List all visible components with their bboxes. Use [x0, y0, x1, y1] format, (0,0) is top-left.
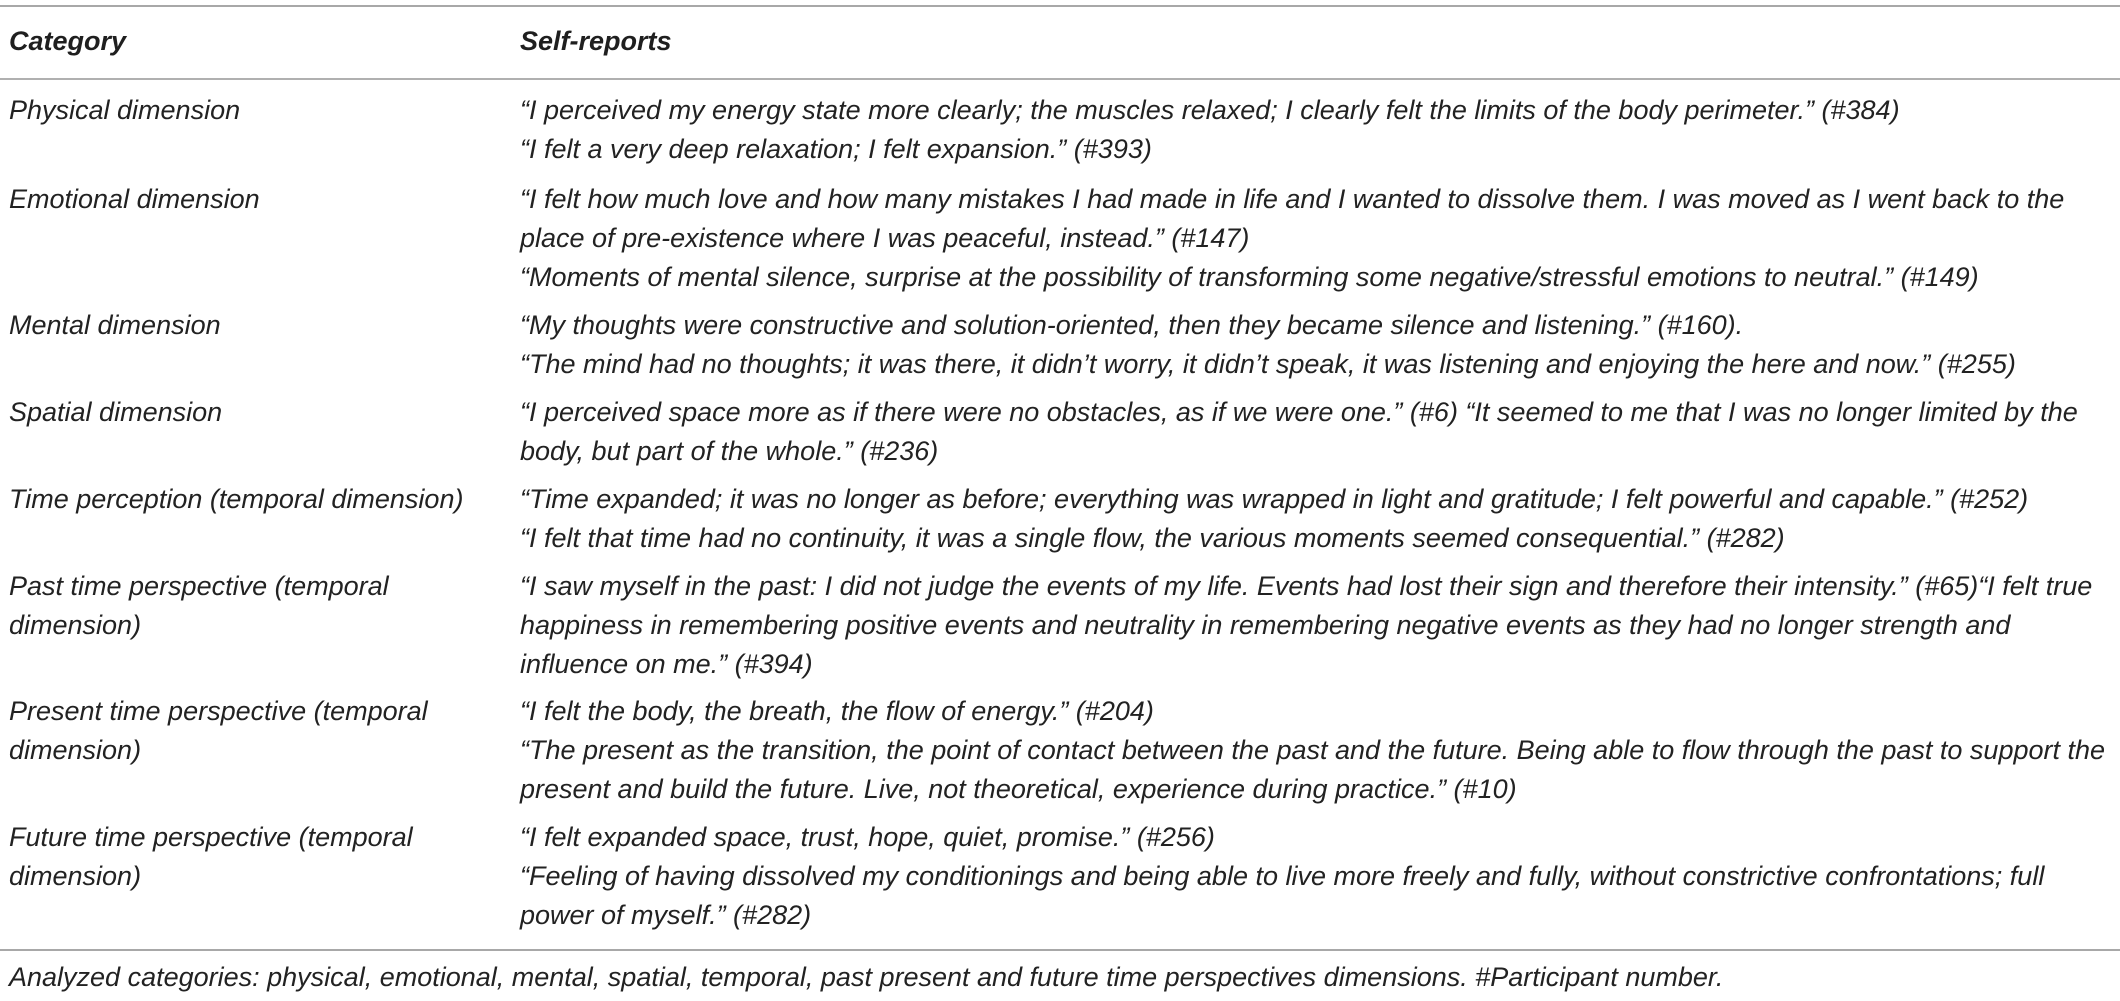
self-report-quote: “I felt a very deep relaxation; I felt expansion.” (#393) — [520, 134, 1152, 164]
self-report-quote: “Time expanded; it was no longer as before; everything was wrapped in light and gratitude; I felt powerful and capable.” (#252) — [520, 484, 2029, 514]
category-cell: Future time perspective (temporal dimension) — [9, 822, 413, 891]
self-report-cell — [520, 818, 2110, 935]
self-report-cell — [520, 393, 2110, 471]
self-report-quote: “I perceived space more as if there were no obstacles, as if we were one.” (#6) “It seemed to me that I was no longer limited by the body, but part of the whole.” (#236) — [520, 397, 2078, 466]
table-header-rule — [0, 78, 2120, 80]
header-category: Category — [9, 26, 127, 56]
category-cell: Emotional dimension — [9, 184, 260, 214]
self-report-quote: “I felt that time had no continuity, it was a single flow, the various moments seemed consequential.” (#282) — [520, 523, 1785, 553]
self-report-cell — [520, 480, 2110, 558]
category-cell: Spatial dimension — [9, 397, 223, 427]
category-cell: Past time perspective (temporal dimension) — [9, 571, 389, 640]
self-report-quote: “I felt expanded space, trust, hope, quiet, promise.” (#256) — [520, 822, 1215, 852]
table-top-rule — [0, 5, 2120, 7]
self-report-quote: “Moments of mental silence, surprise at the possibility of transforming some negative/stressful emotions to neutral.” (#149) — [520, 262, 1979, 292]
self-report-cell — [520, 180, 2110, 297]
category-cell: Present time perspective (temporal dimension) — [9, 696, 428, 765]
self-report-quote: “I perceived my energy state more clearly; the muscles relaxed; I clearly felt the limits of the body perimeter.” (#384) — [520, 95, 1900, 125]
category-cell: Mental dimension — [9, 310, 221, 340]
category-cell: Time perception (temporal dimension) — [9, 484, 464, 514]
self-report-quote: “The present as the transition, the point of contact between the past and the future. Being able to flow through the past to support the present and build the future. Live, not theoretical, experience during practice.” (#10) — [520, 735, 2106, 804]
self-report-cell — [520, 692, 2110, 809]
self-report-cell — [520, 306, 2110, 384]
self-report-quote: “I felt the body, the breath, the flow of energy.” (#204) — [520, 696, 1154, 726]
self-report-quote: “I felt how much love and how many mistakes I had made in life and I wanted to dissolve them. I was moved as I went back to the place of pre-existence where I was peaceful, instead.” (#147) — [520, 184, 2065, 253]
self-report-quote: “Feeling of having dissolved my conditionings and being able to live more freely and fully, without constrictive confrontations; full power of myself.” (#282) — [520, 861, 2045, 930]
self-report-cell — [520, 91, 2110, 169]
table-bottom-rule — [0, 949, 2120, 951]
table-footnote: Analyzed categories: physical, emotional, mental, spatial, temporal, past present and future time perspectives dimensions. #Participant number. — [9, 962, 1724, 992]
header-self-reports: Self-reports — [520, 26, 672, 56]
self-report-quote: “My thoughts were constructive and solution-oriented, then they became silence and listening.” (#160). — [520, 310, 1744, 340]
self-report-quote: “I saw myself in the past: I did not judge the events of my life. Events had lost their sign and therefore their intensity.” (#65)“I felt true happiness in remembering positive events and neutrality in remembering negative events as they had no longer strength and influence on me.” (#394) — [520, 571, 2093, 679]
category-cell: Physical dimension — [9, 95, 241, 125]
self-report-quote: “The mind had no thoughts; it was there, it didn’t worry, it didn’t speak, it was listening and enjoying the here and now.” (#255) — [520, 349, 2016, 379]
self-report-cell — [520, 567, 2110, 684]
